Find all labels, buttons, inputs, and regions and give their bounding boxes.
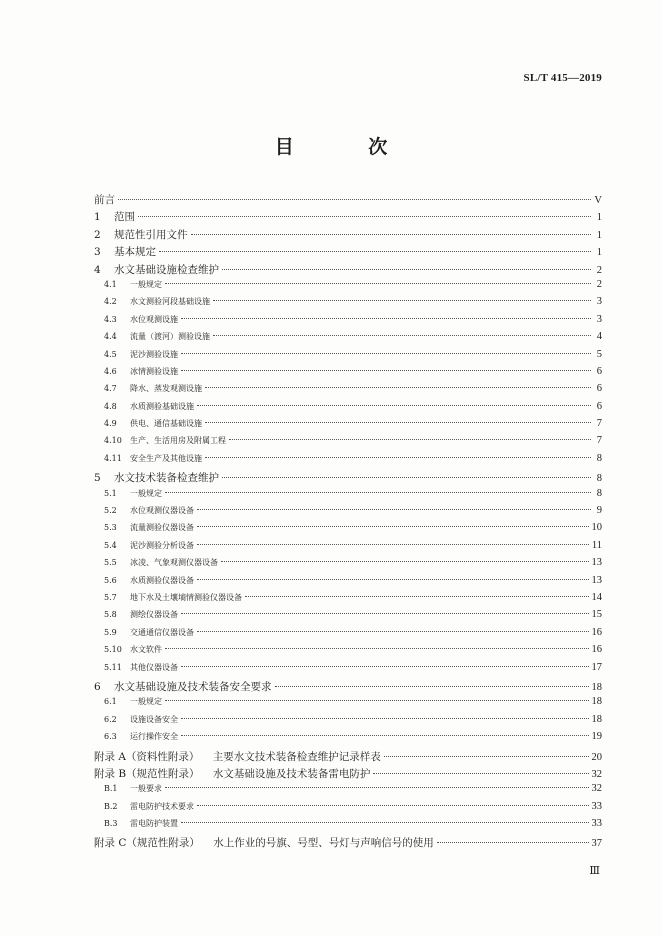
toc-entry-page: 1 bbox=[596, 212, 602, 224]
toc-entry[interactable] bbox=[94, 453, 602, 470]
toc-entry-page: 32 bbox=[591, 783, 602, 795]
toc-entry-label: 基本规定 bbox=[114, 246, 156, 259]
toc-dot-leader bbox=[245, 596, 589, 597]
toc-dot-leader bbox=[205, 422, 591, 423]
toc-entry-label: 附录 B（规范性附录） 水文基础设施及技术装备雷电防护 bbox=[94, 767, 371, 780]
toc-entry-number: 5.7 bbox=[104, 592, 117, 602]
toc-entry-label: 水文基础设施检查维护 bbox=[114, 263, 219, 276]
toc-entry-label: 雷电防护技术要求 bbox=[130, 801, 194, 811]
toc-entry-page: 8 bbox=[596, 487, 602, 499]
toc-entry-number: 4.4 bbox=[104, 332, 117, 342]
toc-entry-number: 5.2 bbox=[104, 506, 117, 516]
toc-entry[interactable] bbox=[94, 522, 602, 539]
toc-entry-number: 2 bbox=[94, 228, 101, 241]
toc-entry-page: 3 bbox=[596, 296, 602, 308]
toc-entry-number: 4.10 bbox=[104, 436, 122, 446]
toc-entry[interactable] bbox=[94, 209, 602, 226]
standard-code: SL/T 415—2019 bbox=[523, 72, 602, 84]
toc-entry[interactable] bbox=[94, 783, 602, 800]
toc-entry-label: 供电、通信基础设施 bbox=[130, 419, 202, 429]
toc-dot-leader bbox=[197, 405, 591, 406]
toc-entry-number: 4.1 bbox=[104, 279, 117, 289]
toc-dot-leader bbox=[205, 457, 591, 458]
toc-dot-leader bbox=[437, 842, 589, 843]
toc-entry-label: 一般规定 bbox=[130, 697, 162, 707]
toc-entry-number: 5.6 bbox=[104, 575, 117, 585]
toc-dot-leader bbox=[181, 735, 589, 736]
toc-entry[interactable] bbox=[94, 279, 602, 296]
toc-dot-leader bbox=[159, 251, 591, 252]
toc-entry-label: 流量（渡河）测验设施 bbox=[130, 332, 210, 342]
toc-entry-label: 降水、蒸发观测设施 bbox=[130, 384, 202, 394]
toc-entry-page: 16 bbox=[591, 644, 602, 656]
toc-entry-number: 6 bbox=[94, 680, 101, 693]
toc-entry-label: 地下水及土壤墒情测验仪器设备 bbox=[130, 592, 242, 602]
toc-dot-leader bbox=[181, 370, 591, 371]
toc-dot-leader bbox=[165, 787, 589, 788]
toc-entry-label: 附录 A（资料性附录） 主要水文技术装备检查维护记录样表 bbox=[94, 750, 381, 763]
toc-entry[interactable] bbox=[94, 314, 602, 331]
toc-entry-label: 泥沙测验设施 bbox=[130, 349, 178, 359]
toc-entry-number: 5.9 bbox=[104, 627, 117, 637]
toc-dot-leader bbox=[181, 666, 589, 667]
toc-entry[interactable] bbox=[94, 227, 602, 244]
toc-entry-label: 设施设备安全 bbox=[130, 714, 178, 724]
toc-entry-page: 15 bbox=[591, 609, 602, 621]
toc-entry-label: 水位观测设施 bbox=[130, 314, 178, 324]
toc-entry-label: 安全生产及其他设施 bbox=[130, 453, 202, 463]
toc-entry-number: 5.8 bbox=[104, 610, 117, 620]
toc-entry[interactable] bbox=[94, 679, 602, 696]
toc-entry-label: 水位观测仪器设备 bbox=[130, 506, 194, 516]
toc-entry[interactable] bbox=[94, 766, 602, 783]
toc-dot-leader bbox=[181, 613, 589, 614]
toc-entry-label: 水质测验基础设施 bbox=[130, 401, 194, 411]
toc-entry-number: 5.1 bbox=[104, 488, 117, 498]
toc-dot-leader bbox=[197, 544, 589, 545]
toc-dot-leader bbox=[138, 216, 591, 217]
toc-entry-label: 其他仪器设备 bbox=[130, 662, 178, 672]
toc-entry-number: 5.5 bbox=[104, 558, 117, 568]
toc-entry[interactable] bbox=[94, 557, 602, 574]
toc-entry-number: 5.3 bbox=[104, 523, 117, 533]
toc-entry[interactable] bbox=[94, 262, 602, 279]
toc-entry[interactable] bbox=[94, 749, 602, 766]
toc-entry-number: 4.8 bbox=[104, 401, 117, 411]
toc-entry-number: B.2 bbox=[104, 801, 118, 811]
toc-entry-page: 10 bbox=[591, 522, 602, 534]
toc-entry[interactable] bbox=[94, 575, 602, 592]
toc-dot-leader bbox=[213, 300, 591, 301]
toc-dot-leader bbox=[181, 318, 591, 319]
toc-dot-leader bbox=[181, 822, 589, 823]
toc-entry[interactable] bbox=[94, 349, 602, 366]
toc-dot-leader bbox=[197, 631, 589, 632]
toc-entry-number: 4.5 bbox=[104, 349, 117, 359]
toc-entry[interactable] bbox=[94, 488, 602, 505]
toc-entry-label: 水文技术装备检查维护 bbox=[114, 472, 219, 485]
toc-entry-label: 流量测验仪器设备 bbox=[130, 523, 194, 533]
toc-entry-page: 19 bbox=[591, 731, 602, 743]
toc-entry-number: 6.1 bbox=[104, 697, 117, 707]
toc-entry-page: 11 bbox=[591, 539, 602, 551]
toc-entry-label: 附录 C（规范性附录） 水上作业的号旗、号型、号灯与声响信号的使用 bbox=[94, 837, 434, 850]
toc-entry-page: 17 bbox=[591, 661, 602, 673]
toc-entry-page: 33 bbox=[591, 800, 602, 812]
toc-entry[interactable] bbox=[94, 662, 602, 679]
toc-entry-number: 6.2 bbox=[104, 714, 117, 724]
toc-entry[interactable] bbox=[94, 627, 602, 644]
toc-entry-number: 4.9 bbox=[104, 419, 117, 429]
toc-entry-label: 前言 bbox=[94, 194, 115, 206]
toc-entry-number: 6.3 bbox=[104, 732, 117, 742]
toc-entry[interactable] bbox=[94, 540, 602, 557]
toc-entry-label: 水文软件 bbox=[130, 645, 162, 655]
toc-dot-leader bbox=[222, 477, 591, 478]
toc-dot-leader bbox=[165, 700, 589, 701]
toc-entry-label: 冰情测验设施 bbox=[130, 366, 178, 376]
toc-entry-page: 18 bbox=[591, 696, 602, 708]
toc-entry-number: 1 bbox=[94, 211, 101, 224]
toc-entry-page: 37 bbox=[591, 838, 602, 850]
toc-dot-leader bbox=[384, 756, 589, 757]
toc-entry[interactable] bbox=[94, 192, 602, 209]
toc-dot-leader bbox=[373, 773, 588, 774]
toc-entry-number: 4.3 bbox=[104, 314, 117, 324]
toc-entry-number: 4.7 bbox=[104, 384, 117, 394]
toc-entry-label: 规范性引用文件 bbox=[114, 228, 188, 241]
toc-entry-number: 5.4 bbox=[104, 540, 117, 550]
toc-entry-page: 6 bbox=[596, 383, 602, 395]
toc-entry-label: 泥沙测验分析设备 bbox=[130, 540, 194, 550]
toc-entry-page: 6 bbox=[596, 365, 602, 377]
toc-entry-number: 5.10 bbox=[104, 645, 122, 655]
toc-dot-leader bbox=[191, 234, 592, 235]
toc-entry[interactable] bbox=[94, 244, 602, 261]
toc-entry-page: 1 bbox=[596, 247, 602, 259]
toc-dot-leader bbox=[165, 283, 591, 284]
toc-entry-number: B.3 bbox=[104, 819, 118, 829]
toc-entry[interactable] bbox=[94, 835, 602, 852]
toc-entry-label: 一般要求 bbox=[130, 784, 162, 794]
toc-entry-label: 水文基础设施及技术装备安全要求 bbox=[114, 680, 272, 693]
toc-entry[interactable] bbox=[94, 801, 602, 818]
toc-entry-label: 水质测验仪器设备 bbox=[130, 575, 194, 585]
toc-entry-label: 雷电防护装置 bbox=[130, 819, 178, 829]
toc-entry-page: 13 bbox=[591, 574, 602, 586]
toc-entry-number: 5.11 bbox=[104, 662, 122, 672]
toc-dot-leader bbox=[118, 199, 591, 200]
toc-entry-page: 7 bbox=[596, 418, 602, 430]
toc-entry-page: 3 bbox=[596, 313, 602, 325]
toc-entry[interactable] bbox=[94, 331, 602, 348]
page-title: 目 次 bbox=[274, 136, 422, 158]
toc-entry-page: 8 bbox=[596, 452, 602, 464]
toc-entry-label: 交通通信仪器设备 bbox=[130, 627, 194, 637]
toc-entry-page: 4 bbox=[596, 331, 602, 343]
toc-entry-page: 16 bbox=[591, 626, 602, 638]
toc-entry-number: 4.6 bbox=[104, 366, 117, 376]
toc-entry-page: 13 bbox=[591, 557, 602, 569]
toc-entry-page: 18 bbox=[591, 713, 602, 725]
toc-dot-leader bbox=[222, 269, 591, 270]
toc-entry[interactable] bbox=[94, 470, 602, 487]
toc-entry[interactable] bbox=[94, 696, 602, 713]
toc-entry-page: 32 bbox=[591, 768, 602, 780]
toc-dot-leader bbox=[275, 686, 589, 687]
toc-entry-page: V bbox=[594, 195, 602, 206]
toc-entry-number: 4 bbox=[94, 263, 101, 276]
toc-entry-label: 一般规定 bbox=[130, 279, 162, 289]
toc-entry[interactable] bbox=[94, 818, 602, 835]
toc-entry[interactable] bbox=[94, 609, 602, 626]
toc-entry-label: 冰凌、气象观测仪器设备 bbox=[130, 558, 218, 568]
toc-entry[interactable] bbox=[94, 435, 602, 452]
toc-dot-leader bbox=[181, 718, 589, 719]
toc-dot-leader bbox=[197, 509, 591, 510]
toc-entry-page: 9 bbox=[596, 505, 602, 517]
page-number: Ⅲ bbox=[589, 865, 600, 877]
toc-entry[interactable] bbox=[94, 644, 602, 661]
toc-dot-leader bbox=[213, 335, 591, 336]
toc-entry-number: B.1 bbox=[104, 784, 118, 794]
toc-entry-page: 14 bbox=[591, 591, 602, 603]
toc-dot-leader bbox=[197, 579, 589, 580]
toc-entry[interactable] bbox=[94, 383, 602, 400]
toc-entry-page: 8 bbox=[596, 473, 602, 485]
toc-entry[interactable] bbox=[94, 418, 602, 435]
toc-entry-number: 4.11 bbox=[104, 453, 122, 463]
toc-entry-label: 一般规定 bbox=[130, 488, 162, 498]
toc-dot-leader bbox=[165, 648, 589, 649]
toc-entry-page: 33 bbox=[591, 818, 602, 830]
toc-entry-page: 7 bbox=[596, 435, 602, 447]
toc-dot-leader bbox=[165, 492, 591, 493]
toc-entry-number: 5 bbox=[94, 472, 101, 485]
toc-entry-page: 20 bbox=[591, 751, 602, 763]
toc-entry-label: 测绘仪器设备 bbox=[130, 610, 178, 620]
toc-entry-number: 3 bbox=[94, 246, 101, 259]
toc-entry-label: 范围 bbox=[114, 211, 135, 224]
toc-entry[interactable] bbox=[94, 505, 602, 522]
toc-dot-leader bbox=[197, 526, 589, 527]
toc-dot-leader bbox=[181, 353, 591, 354]
toc-entry[interactable] bbox=[94, 401, 602, 418]
toc-entry-page: 2 bbox=[596, 278, 602, 290]
toc-entry-label: 水文测验河段基础设施 bbox=[130, 297, 210, 307]
toc-dot-leader bbox=[205, 387, 591, 388]
toc-entry[interactable] bbox=[94, 296, 602, 313]
toc-entry-page: 2 bbox=[596, 264, 602, 276]
toc-entry[interactable] bbox=[94, 731, 602, 748]
toc-dot-leader bbox=[229, 439, 591, 440]
table-of-contents bbox=[94, 192, 602, 853]
toc-entry[interactable] bbox=[94, 366, 602, 383]
toc-entry-label: 生产、生活用房及附属工程 bbox=[130, 436, 226, 446]
toc-dot-leader bbox=[197, 805, 589, 806]
toc-entry-page: 6 bbox=[596, 400, 602, 412]
toc-entry[interactable] bbox=[94, 592, 602, 609]
toc-entry-number: 4.2 bbox=[104, 297, 117, 307]
toc-dot-leader bbox=[221, 561, 589, 562]
toc-entry-page: 1 bbox=[596, 229, 602, 241]
toc-entry[interactable] bbox=[94, 714, 602, 731]
toc-entry-page: 5 bbox=[596, 348, 602, 360]
toc-entry-label: 运行操作安全 bbox=[130, 732, 178, 742]
toc-entry-page: 18 bbox=[591, 681, 602, 693]
